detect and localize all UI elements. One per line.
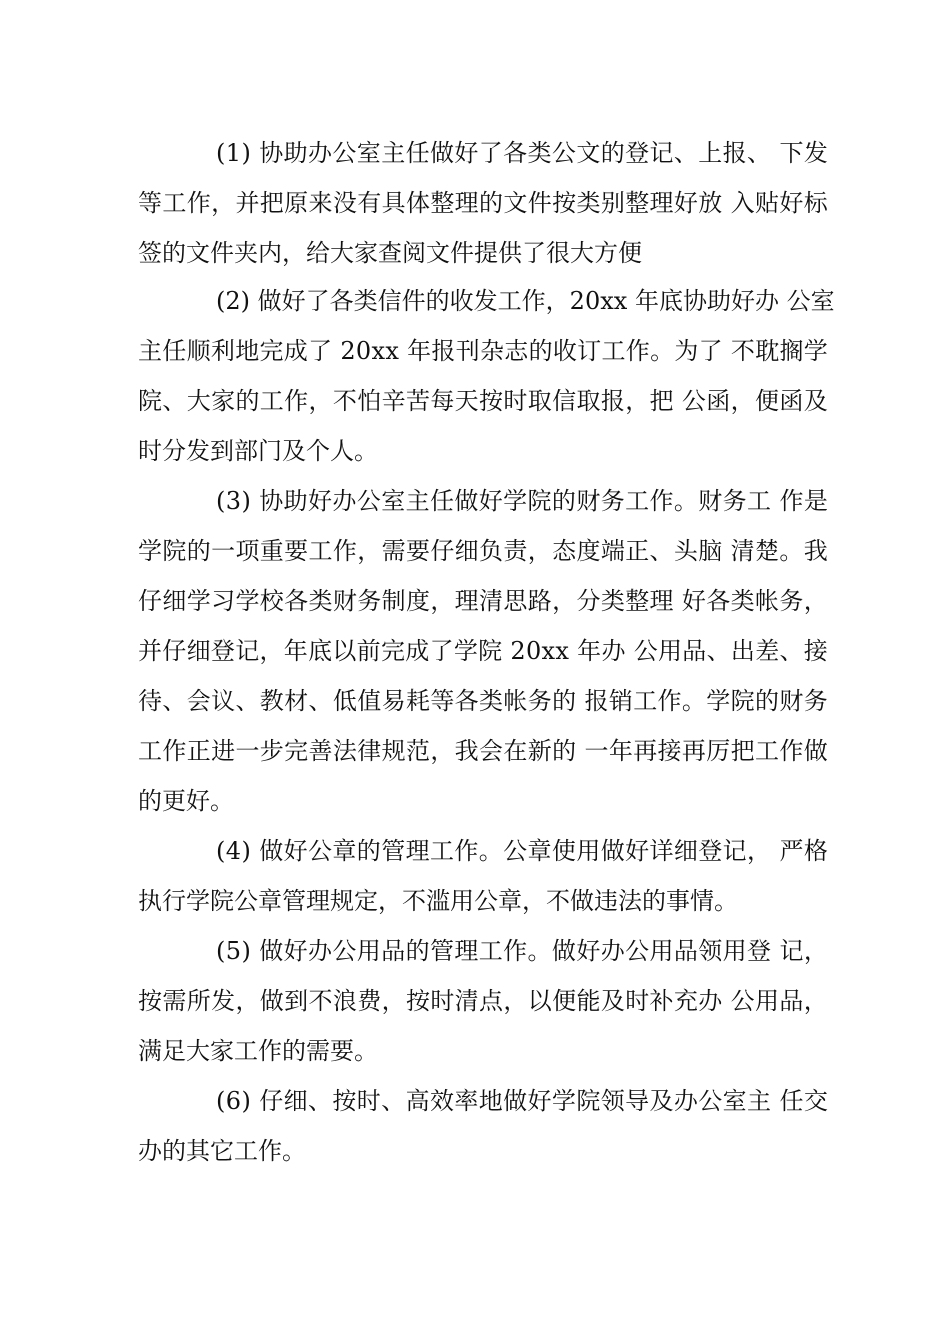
- paragraph-line: 满足大家工作的需要。: [138, 1037, 378, 1065]
- paragraph-line: 院 、 大 家 的 工 作 ， 不 怕 辛 苦 每 天 按 时 取 信 取 报 ， 把 公 函 ， 便 函 及: [138, 387, 828, 415]
- paragraph-line: ( 5 ) 做 好 办 公 用 品 的 管 理 工 作 。 做 好 办 公 用 品 领 用 登 记 ，: [216, 937, 828, 965]
- paragraph-line: 主 任 顺 利 地 完 成 了 2 0 x x 年 报 刊 杂 志 的 收 订 工 作 。 为 了 不 耽 搁 学: [138, 337, 828, 365]
- paragraph-line: 执行学院公章管理规定，不滥用公章，不做违法的事情。: [138, 887, 738, 915]
- paragraph-line: 的更好。: [138, 787, 234, 815]
- paragraph-line: 时分发到部门及个人。: [138, 437, 378, 465]
- paragraph-line: 工 作 正 进 一 步 完 善 法 律 规 范 ， 我 会 在 新 的 一 年 再 接 再 厉 把 工 作 做: [138, 737, 828, 765]
- paragraph-line: 并 仔 细 登 记 ， 年 底 以 前 完 成 了 学 院 2 0 x x 年 办 公 用 品 、 出 差 、 接: [138, 637, 828, 665]
- paragraph-6: [138, 1076, 828, 1176]
- paragraph-line: ( 6 ) 仔 细 、 按 时 、 高 效 率 地 做 好 学 院 领 导 及 办 公 室 主 任 交: [216, 1087, 828, 1115]
- paragraph-5: [138, 926, 828, 1076]
- paragraph-line: ( 2 ) 做 好 了 各 类 信 件 的 收 发 工 作 ， 2 0 x x 年 底 协 助 好 办 公 室: [216, 287, 835, 315]
- paragraph-line: ( 1 ) 协 助 办 公 室 主 任 做 好 了 各 类 公 文 的 登 记 、 上 报 、 下 发: [216, 139, 828, 167]
- paragraph-line: 仔 细 学 习 学 校 各 类 财 务 制 度 ， 理 清 思 路 ， 分 类 整 理 好 各 类 帐 务 ，: [138, 587, 828, 615]
- paragraph-line: ( 3 ) 协 助 好 办 公 室 主 任 做 好 学 院 的 财 务 工 作 。 财 务 工 作 是: [216, 487, 828, 515]
- paragraph-line: 办的其它工作。: [138, 1137, 306, 1165]
- paragraph-4: [138, 826, 828, 926]
- paragraph-line: 待 、 会 议 、 教 材 、 低 值 易 耗 等 各 类 帐 务 的 报 销 工 作 。 学 院 的 财 务: [138, 687, 828, 715]
- paragraph-line: 学 院 的 一 项 重 要 工 作 ， 需 要 仔 细 负 责 ， 态 度 端 正 、 头 脑 清 楚 。 我: [138, 537, 828, 565]
- paragraph-line: 按 需 所 发 ， 做 到 不 浪 费 ， 按 时 清 点 ， 以 便 能 及 时 补 充 办 公 用 品 ，: [138, 987, 828, 1015]
- paragraph-line: 等 工 作 ， 并 把 原 来 没 有 具 体 整 理 的 文 件 按 类 别 整 理 好 放 入 贴 好 标: [138, 189, 828, 217]
- paragraph-1: [138, 128, 828, 278]
- paragraph-line: 签的文件夹内，给大家查阅文件提供了很大方便: [138, 239, 642, 267]
- paragraph-2: [138, 276, 835, 476]
- paragraph-line: ( 4 ) 做 好 公 章 的 管 理 工 作 。 公 章 使 用 做 好 详 细 登 记 ， 严 格: [216, 837, 828, 865]
- paragraph-3: [138, 476, 828, 826]
